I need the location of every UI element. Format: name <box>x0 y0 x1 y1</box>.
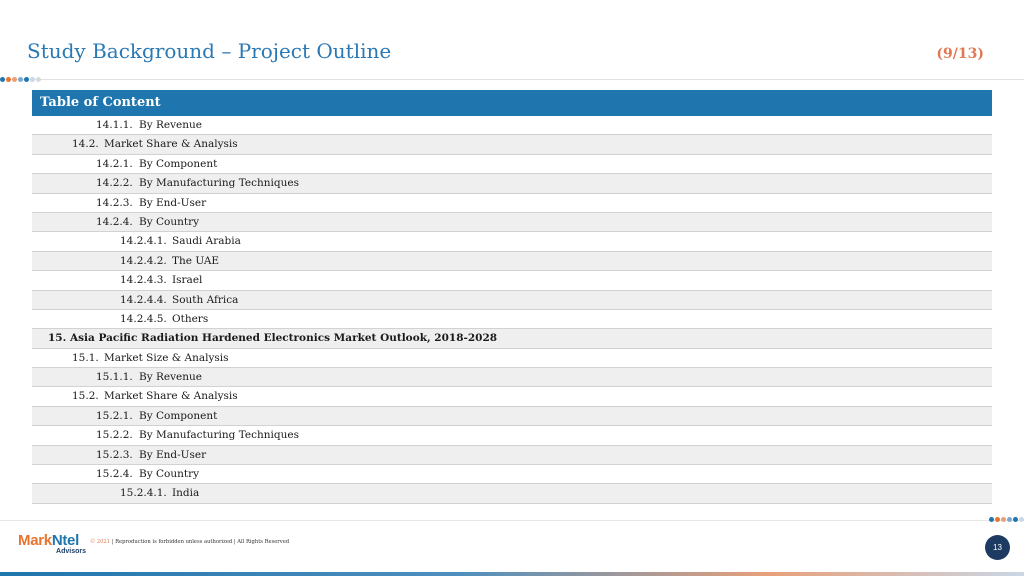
toc-row-number: 14.2.4. <box>96 215 133 228</box>
bottom-gradient-bar <box>0 572 1024 576</box>
toc-row-number: 15.1. <box>72 351 99 364</box>
toc-row-text: By Component <box>139 157 218 170</box>
decor-dot <box>36 77 41 82</box>
toc-row-number: 14.2.1. <box>96 157 133 170</box>
decor-dot <box>1001 517 1006 522</box>
toc-rows <box>32 116 992 504</box>
toc-row <box>32 368 992 387</box>
toc-row-text: By Manufacturing Techniques <box>139 177 299 190</box>
toc-row <box>32 387 992 406</box>
decor-dot <box>989 517 994 522</box>
toc-row <box>32 174 992 193</box>
toc-row-text: Saudi Arabia <box>172 235 241 248</box>
table-of-content <box>32 90 992 504</box>
copyright-notice <box>90 539 289 545</box>
page-number-badge: 13 <box>985 535 1010 560</box>
footer-rule <box>0 520 1024 521</box>
toc-row-text: South Africa <box>172 293 239 306</box>
decor-dot <box>0 77 5 82</box>
toc-row-number: 15.2.2. <box>96 429 133 442</box>
toc-row-text: Asia Pacific Radiation Hardened Electronics Market Outlook, 2018-2028 <box>70 332 498 345</box>
toc-row-text: Market Size & Analysis <box>104 351 229 364</box>
toc-row-number: 15. <box>48 332 67 345</box>
toc-row <box>32 213 992 232</box>
toc-row <box>32 465 992 484</box>
toc-row-text: Market Share & Analysis <box>104 390 238 403</box>
toc-row <box>32 310 992 329</box>
toc-row-text: By Revenue <box>139 371 202 384</box>
toc-row-text: Israel <box>172 274 203 287</box>
toc-row-number: 14.2.4.2. <box>120 254 167 267</box>
toc-row <box>32 135 992 154</box>
decor-dot <box>12 77 17 82</box>
toc-row <box>32 232 992 251</box>
logo-subtitle: Advisors <box>56 548 86 555</box>
toc-row <box>32 291 992 310</box>
decorative-dots-bottom <box>989 517 1024 522</box>
toc-row <box>32 484 992 503</box>
toc-row-number: 15.1.1. <box>96 371 133 384</box>
toc-row-text: By End-User <box>139 196 207 209</box>
toc-row <box>32 271 992 290</box>
decor-dot <box>30 77 35 82</box>
toc-row-text: Market Share & Analysis <box>104 138 238 151</box>
toc-row-text: The UAE <box>172 254 220 267</box>
decor-dot <box>18 77 23 82</box>
toc-row-number: 15.2.4. <box>96 468 133 481</box>
copyright-year: © 2021 <box>90 539 111 545</box>
header-rule <box>0 79 1024 80</box>
toc-row <box>32 194 992 213</box>
toc-row <box>32 446 992 465</box>
decorative-dots-top <box>0 77 41 82</box>
page-title: Study Background – Project Outline <box>27 39 392 63</box>
logo-ntel-text: Ntel <box>51 532 79 549</box>
toc-row-number: 15.2.1. <box>96 409 133 422</box>
toc-heading: Table of Content <box>32 90 992 116</box>
toc-row-text: By End-User <box>139 448 207 461</box>
copyright-text: | Reproduction is forbidden unless authorized | All Rights Reserved <box>110 539 290 545</box>
toc-row-text: By Country <box>139 215 200 228</box>
toc-row-number: 14.2.4.3. <box>120 274 167 287</box>
toc-row <box>32 329 992 348</box>
decor-dot <box>1007 517 1012 522</box>
toc-row-number: 14.2.2. <box>96 177 133 190</box>
toc-row <box>32 349 992 368</box>
logo-wordmark <box>18 533 88 548</box>
toc-row-number: 15.2.3. <box>96 448 133 461</box>
decor-dot <box>1013 517 1018 522</box>
toc-row-number: 14.2.4.4. <box>120 293 167 306</box>
toc-row <box>32 155 992 174</box>
toc-row-number: 14.2.3. <box>96 196 133 209</box>
toc-row-number: 14.2.4.5. <box>120 312 167 325</box>
toc-row <box>32 116 992 135</box>
toc-row-number: 15.2. <box>72 390 99 403</box>
page-indicator: (9/13) <box>936 46 984 62</box>
toc-row <box>32 407 992 426</box>
toc-row-text: Others <box>172 312 209 325</box>
toc-row-text: By Manufacturing Techniques <box>139 429 299 442</box>
toc-row-text: By Component <box>139 409 218 422</box>
company-logo <box>18 533 88 559</box>
toc-row-text: By Revenue <box>139 119 202 131</box>
decor-dot <box>24 77 29 82</box>
decor-dot <box>995 517 1000 522</box>
decor-dot <box>6 77 11 82</box>
toc-row <box>32 426 992 445</box>
toc-row-number: 15.2.4.1. <box>120 487 167 500</box>
toc-row-number: 14.2. <box>72 138 99 151</box>
toc-row <box>32 252 992 271</box>
decor-dot <box>1019 517 1024 522</box>
logo-mark-text: Mark <box>18 532 52 549</box>
toc-row-number: 14.1.1. <box>96 119 133 131</box>
toc-row-text: By Country <box>139 468 200 481</box>
toc-row-number: 14.2.4.1. <box>120 235 167 248</box>
toc-row-text: India <box>172 487 200 500</box>
